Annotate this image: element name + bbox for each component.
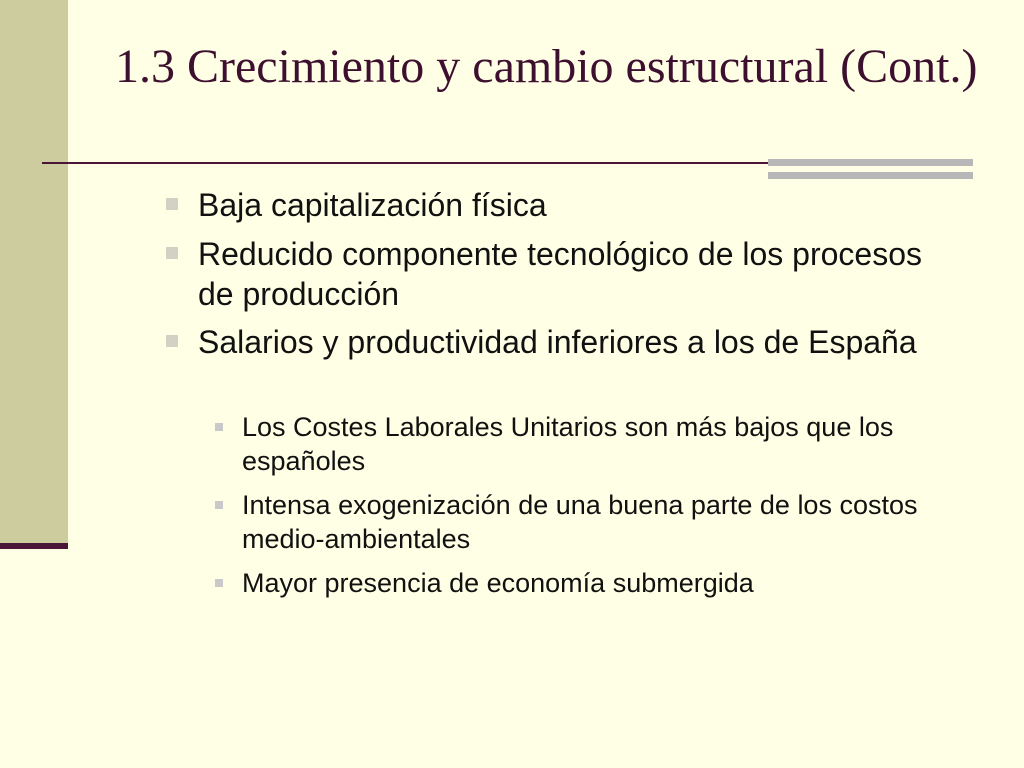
bullet-text: Reducido componente tecnológico de los procesos de producción (198, 236, 923, 312)
bullet-text: Salarios y productividad inferiores a los de España (198, 324, 917, 360)
sub-bullet-text: Los Costes Laborales Unitarios son más bajos que los españoles (242, 412, 894, 476)
square-bullet-icon (166, 335, 178, 347)
bullet-item (198, 185, 938, 225)
left-accent-line (0, 543, 68, 549)
square-bullet-icon (166, 247, 178, 259)
square-bullet-icon (166, 198, 178, 210)
sub-bullet-item (242, 410, 972, 478)
title-decorative-bar-top (768, 159, 973, 166)
title-decorative-bar-bottom (768, 172, 973, 179)
sub-bullet-item (242, 566, 972, 600)
left-decorative-band (0, 0, 68, 546)
sub-bullet-text: Mayor presencia de economía submergida (242, 568, 754, 598)
square-bullet-icon (215, 579, 223, 587)
bullet-item (198, 234, 938, 314)
sub-bullet-item (242, 488, 972, 556)
bullet-text: Baja capitalización física (198, 187, 547, 223)
slide-title: 1.3 Crecimiento y cambio estructural (Cont.) (115, 40, 978, 93)
square-bullet-icon (215, 423, 223, 431)
bullet-item (198, 322, 938, 362)
square-bullet-icon (215, 501, 223, 509)
sub-bullet-text: Intensa exogenización de una buena parte de los costos medio-ambientales (242, 490, 918, 554)
